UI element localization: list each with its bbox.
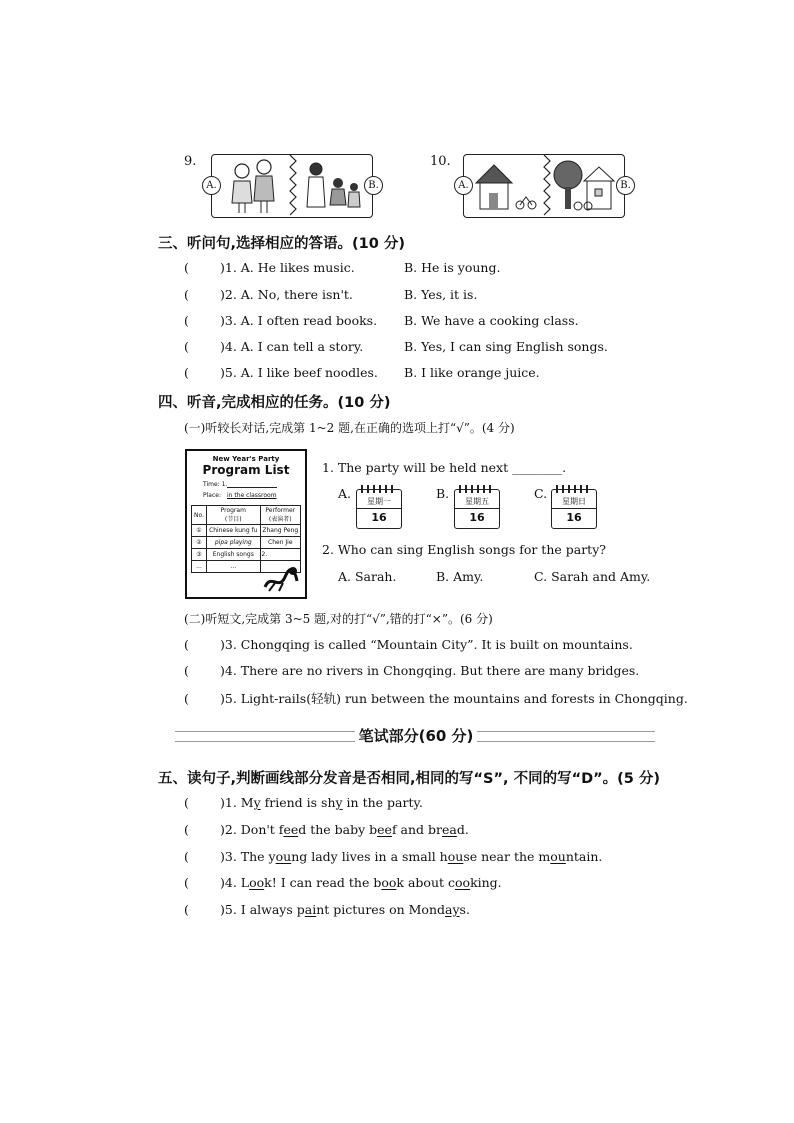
dragon-decoration-icon: [263, 563, 299, 593]
calendar-day: 星期五: [455, 496, 499, 509]
text: s.: [459, 902, 470, 917]
statement-text: )3. Chongqing is called “Mountain City”. It is built on mountains.: [220, 637, 633, 652]
section4-part2-title: (二)听短文,完成第 3~5 题,对的打“√”,错的打“×”。(6 分): [184, 612, 493, 626]
answer-paren[interactable]: (: [184, 365, 189, 380]
calendar-date: 16: [469, 511, 485, 524]
text: k! I can read the b: [264, 875, 382, 890]
answer-paren[interactable]: (: [184, 822, 189, 837]
text: )5. I always p: [220, 902, 305, 917]
answer-paren[interactable]: (: [184, 875, 189, 890]
text: M: [240, 795, 254, 810]
option-a-text[interactable]: )4. A. I can tell a story.: [220, 339, 364, 354]
table-row: [192, 549, 301, 561]
cell-blank[interactable]: 2.: [260, 549, 300, 561]
q9-option-a[interactable]: A.: [202, 176, 221, 195]
poster-title: Program List: [202, 463, 290, 477]
cell: Chinese kung fu: [207, 525, 261, 537]
option-a-text[interactable]: )1. A. He likes music.: [220, 260, 355, 275]
s3-item-4: [184, 339, 644, 354]
cell: Zhang Peng: [260, 525, 300, 537]
q2-option-b[interactable]: B. Amy.: [436, 569, 484, 584]
answer-paren[interactable]: (: [184, 287, 189, 302]
s4-q1: 1. The party will be held next ________.: [322, 460, 567, 475]
poster-place-label: Place:: [203, 492, 221, 499]
cell: ②: [192, 537, 207, 549]
poster-time-label: Time: 1.: [203, 481, 228, 488]
q10-option-b[interactable]: B.: [616, 176, 635, 195]
calendar-rings-icon: [361, 485, 397, 493]
header-no: No.: [192, 506, 207, 525]
text: )2. Don't f: [220, 822, 284, 837]
header-performer: Performer (表演者): [260, 506, 300, 525]
statement-text: )5. Light-rails(轻轨) run between the mountains and forests in Chongqing.: [220, 691, 688, 706]
s5-item-2: [184, 822, 469, 837]
calendar-day: 星期一: [357, 496, 401, 509]
underlined-sound: y: [335, 795, 343, 810]
s4-item-4: [184, 663, 639, 678]
s5-item-1: [184, 795, 423, 810]
underlined-sound: ou: [550, 849, 566, 864]
table-row: [192, 525, 301, 537]
option-a-text[interactable]: )2. A. No, there isn't.: [220, 287, 353, 302]
underlined-sound: ea: [442, 822, 457, 837]
statement-text: )4. There are no rivers in Chongqing. But there are many bridges.: [220, 663, 640, 678]
text: d the baby b: [298, 822, 378, 837]
cell: ③: [192, 549, 207, 561]
text: se near the m: [463, 849, 551, 864]
written-section-banner: 笔试部分(60 分): [355, 725, 477, 747]
text: d.: [456, 822, 469, 837]
text: f and br: [391, 822, 443, 837]
answer-paren[interactable]: (: [184, 691, 189, 706]
text: in the party.: [342, 795, 423, 810]
s4-q2: 2. Who can sing English songs for the party?: [322, 542, 606, 557]
calendar-rings-icon: [556, 485, 592, 493]
program-list-poster: [185, 449, 307, 599]
poster-heading: New Year's Party: [212, 455, 280, 463]
section3-title: 三、听问句,选择相应的答语。(10 分): [158, 236, 405, 252]
s5-item-3: [184, 849, 602, 864]
s5-item-4: [184, 875, 502, 890]
answer-paren[interactable]: (: [184, 795, 189, 810]
cell: pipa playing: [207, 537, 261, 549]
q1-option-a-label[interactable]: A.: [338, 486, 352, 501]
underlined-sound: ou: [447, 849, 464, 864]
calendar-rings-icon: [459, 485, 495, 493]
calendar-date: 16: [371, 511, 387, 524]
cell: ...: [192, 561, 207, 573]
s3-item-3: [184, 313, 644, 328]
poster-place-value: in the classroom: [227, 492, 277, 499]
text: )4. L: [220, 875, 250, 890]
q9-picture-card: [206, 154, 379, 218]
option-b-text[interactable]: B. Yes, it is.: [404, 287, 478, 302]
s4-item-5: [184, 689, 688, 707]
option-b-text[interactable]: B. He is young.: [404, 260, 501, 275]
answer-paren[interactable]: (: [184, 260, 189, 275]
family-illustration-icon: [212, 155, 372, 217]
calendar-icon-c[interactable]: [551, 489, 597, 529]
cell: ...: [207, 561, 261, 573]
section5-title: 五、读句子,判断画线部分发音是否相同,相同的写“S”, 不同的写“D”。(5 分): [158, 771, 661, 787]
answer-paren[interactable]: (: [184, 637, 189, 652]
answer-paren[interactable]: (: [184, 849, 189, 864]
option-b-text[interactable]: B. We have a cooking class.: [404, 313, 579, 328]
calendar-date: 16: [566, 511, 582, 524]
s4-item-3: [184, 637, 633, 652]
answer-paren[interactable]: (: [184, 663, 189, 678]
table-header-row: [192, 506, 301, 525]
q1-option-c-label[interactable]: C.: [534, 486, 548, 501]
q10-option-a[interactable]: A.: [454, 176, 473, 195]
cell: Chen Jie: [260, 537, 300, 549]
calendar-day: 星期日: [552, 496, 596, 509]
text: friend is sh: [260, 795, 336, 810]
q2-option-a[interactable]: A. Sarah.: [338, 569, 397, 584]
option-a-text[interactable]: )5. A. I like beef noodles.: [220, 365, 378, 380]
q9-number: 9.: [184, 154, 197, 169]
answer-paren[interactable]: (: [184, 313, 189, 328]
underlined-sound: ou: [275, 849, 292, 864]
cell: English songs: [207, 549, 261, 561]
text: ntain.: [565, 849, 603, 864]
text: k about c: [396, 875, 455, 890]
poster-time-blank[interactable]: [227, 487, 277, 488]
option-b-text[interactable]: B. I like orange juice.: [404, 365, 540, 380]
s5-item-5: [184, 902, 470, 917]
text: nt pictures on Mond: [316, 902, 446, 917]
s3-item-5: [184, 365, 644, 380]
calendar-icon-b[interactable]: [454, 489, 500, 529]
q2-option-c[interactable]: C. Sarah and Amy.: [534, 569, 651, 584]
answer-paren[interactable]: (: [184, 339, 189, 354]
cell: ①: [192, 525, 207, 537]
header-program: Program (节目): [207, 506, 261, 525]
section4-part1-title: (一)听较长对话,完成第 1~2 题,在正确的选项上打“√”。(4 分): [184, 421, 515, 435]
underlined-sound: oo: [381, 875, 397, 890]
house-illustration-icon: [464, 155, 624, 217]
q9-option-b[interactable]: B.: [364, 176, 383, 195]
text: )3. The y: [220, 849, 276, 864]
s3-item-2: [184, 287, 644, 302]
calendar-icon-a[interactable]: [356, 489, 402, 529]
s3-item-1: [184, 260, 644, 275]
text: ng lady lives in a small h: [291, 849, 448, 864]
q1-option-b-label[interactable]: B.: [436, 486, 450, 501]
option-b-text[interactable]: B. Yes, I can sing English songs.: [404, 339, 608, 354]
underlined-sound: ee: [283, 822, 299, 837]
underlined-sound: ee: [377, 822, 392, 837]
underlined-sound: ay: [445, 902, 460, 917]
table-row: [192, 537, 301, 549]
text: )1.: [220, 795, 241, 810]
q10-number: 10.: [430, 154, 451, 169]
text: king.: [470, 875, 502, 890]
underlined-sound: ai: [304, 902, 317, 917]
q10-picture-card: [458, 154, 631, 218]
section4-title: 四、听音,完成相应的任务。(10 分): [158, 395, 391, 411]
underlined-sound: y: [253, 795, 261, 810]
answer-paren[interactable]: (: [184, 902, 189, 917]
option-a-text[interactable]: )3. A. I often read books.: [220, 313, 378, 328]
underlined-sound: oo: [249, 875, 265, 890]
underlined-sound: oo: [455, 875, 471, 890]
